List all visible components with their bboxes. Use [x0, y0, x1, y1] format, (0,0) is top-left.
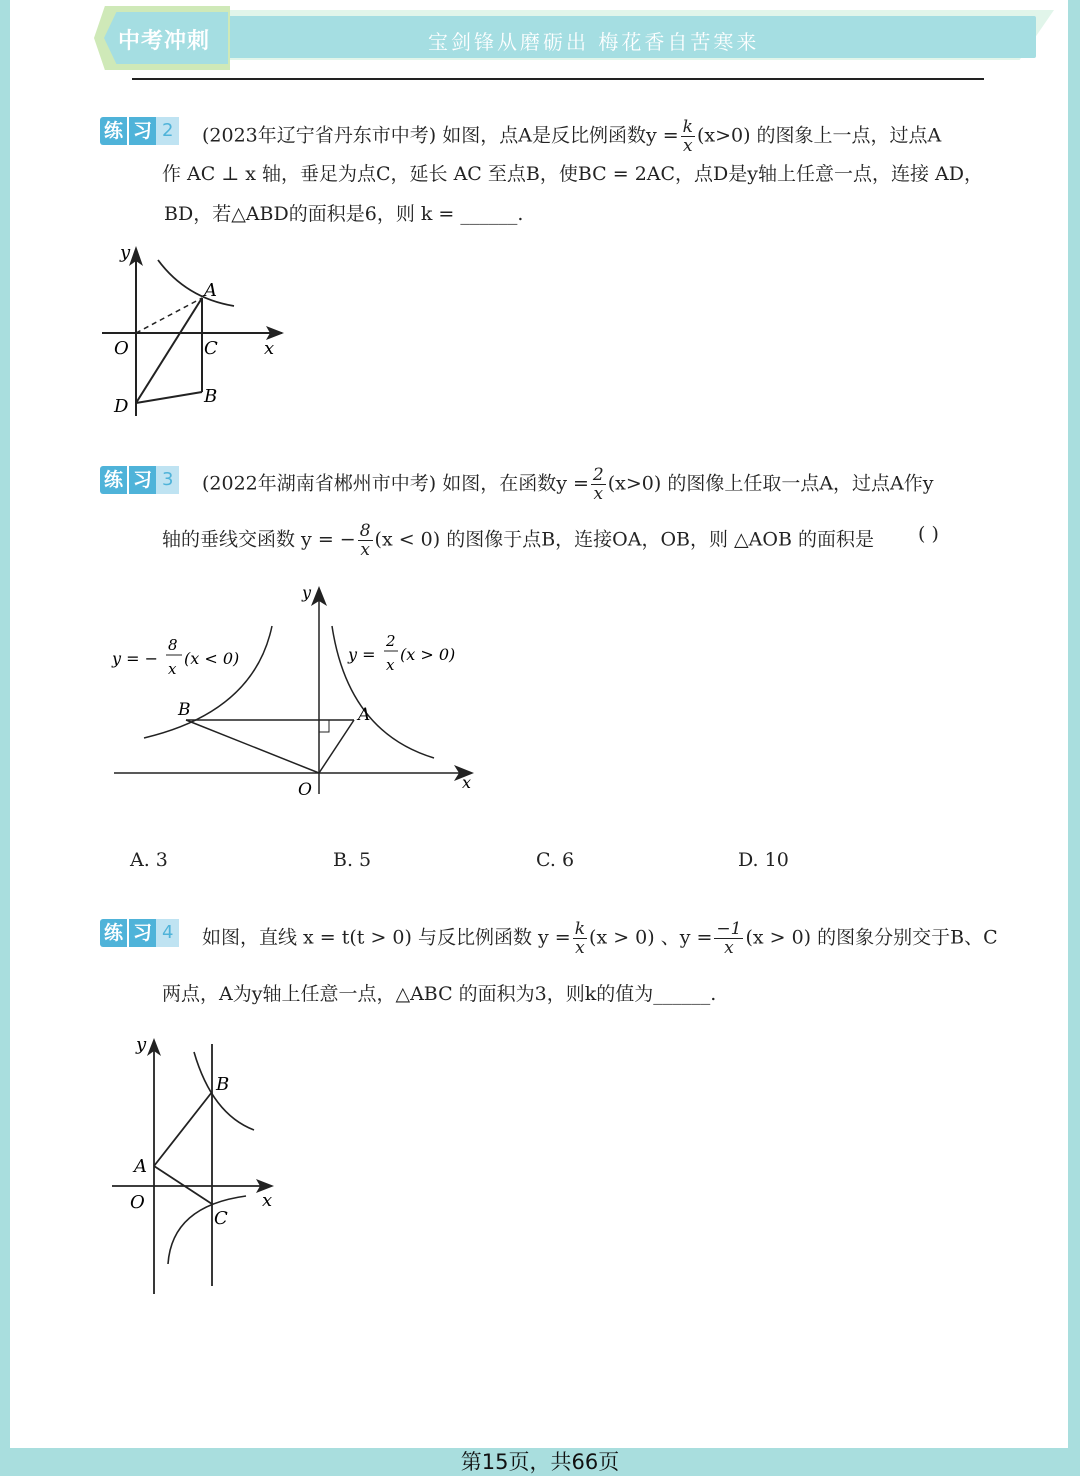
label-B: B [178, 700, 191, 720]
label-O: O [298, 780, 312, 800]
header-motto: 宝剑锋从磨砺出 梅花香自苦寒来 [428, 30, 760, 54]
segment-DB [136, 392, 202, 403]
exercise-2-line-3: BD，若△ABD的面积是6，则 k = ______. [164, 203, 524, 225]
section-title: 中考冲刺 [118, 29, 211, 54]
exercise-number: 4 [156, 919, 179, 947]
segment-AO [319, 720, 354, 773]
right-curve-label-pre: y = [348, 645, 376, 664]
label-y: y [136, 1034, 147, 1055]
exercise-tag-char-2: 习 [129, 466, 156, 494]
segment-AD [136, 298, 202, 403]
option-c[interactable]: C. 6 [536, 849, 575, 871]
label-x: x [262, 1190, 273, 1211]
exercise-2-figure [96, 236, 296, 426]
fraction-denominator: x [724, 938, 734, 958]
option-d[interactable]: D. 10 [738, 849, 789, 871]
right-curve-label-post: (x > 0) [400, 645, 456, 664]
exercise-number: 3 [156, 466, 179, 494]
fraction-denominator: x [360, 540, 370, 560]
page-number: 第15页，共66页 [460, 1450, 620, 1474]
exercise-3-line-1-post: (x>0) 的图像上任取一点A，过点A作y [607, 472, 934, 495]
label-A: A [204, 280, 217, 301]
segment-BO [186, 720, 319, 773]
exercise-3-line-2-post: (x < 0) 的图像于点B，连接OA，OB，则 △AOB 的面积是 [374, 528, 874, 551]
exercise-tag-char-2: 习 [129, 919, 156, 947]
header-banner [94, 6, 980, 70]
exercise-2-line-1 [202, 118, 941, 155]
exercise-4-line-1 [202, 920, 998, 957]
exercise-2-line-1-pre: (2023年辽宁省丹东市中考) 如图，点A是反比例函数y = [202, 124, 679, 147]
fraction [681, 118, 695, 155]
exercise-4-line-1-a: 如图，直线 x = t(t > 0) 与反比例函数 y = [202, 926, 571, 949]
exercise-number: 2 [156, 117, 179, 145]
exercise-3-line-2-pre: 轴的垂线交函数 y = − [162, 528, 356, 551]
fraction-numerator: −1 [716, 919, 742, 939]
exercise-4-figure [108, 1030, 288, 1300]
option-b[interactable]: B. 5 [333, 849, 372, 871]
label-B: B [204, 386, 218, 407]
segment-AB [154, 1092, 212, 1166]
fraction-denominator: x [575, 938, 585, 958]
exercise-4-line-1-b: (x > 0) 、y = [589, 926, 713, 949]
exercise-tag-char-1: 练 [100, 466, 127, 494]
fraction [573, 920, 587, 957]
exercise-2-line-1-post: (x>0) 的图象上一点，过点A [696, 124, 942, 147]
exercise-tag-4 [100, 918, 179, 948]
fraction [358, 522, 373, 559]
left-curve-denominator: x [168, 660, 177, 678]
exercise-2-line-2: 作 AC ⊥ x 轴，垂足为点C，延长 AC 至点B，使BC = 2AC，点D是y轴上任意一点，连接 AD， [162, 163, 984, 185]
label-y: y [120, 242, 131, 263]
lower-hyperbola [168, 1196, 246, 1264]
exercise-3-line-2 [162, 522, 874, 559]
fraction-numerator: 8 [359, 521, 371, 541]
label-A: A [358, 705, 371, 725]
exercise-4-line-2: 两点，A为y轴上任意一点，△ABC 的面积为3，则k的值为______. [162, 983, 717, 1005]
segment-AC [154, 1166, 212, 1204]
label-O: O [114, 338, 129, 359]
fraction-numerator: 2 [592, 465, 604, 485]
fraction-denominator: x [683, 136, 693, 156]
label-C: C [214, 1208, 228, 1229]
label-B: B [216, 1074, 230, 1095]
exercise-tag-char-1: 练 [100, 117, 127, 145]
exercise-3-line-1 [202, 466, 934, 503]
fraction-numerator: k [574, 919, 586, 939]
label-D: D [114, 396, 129, 417]
exercise-tag-char-2: 习 [129, 117, 156, 145]
label-x: x [264, 338, 275, 359]
fraction-numerator: k [682, 117, 693, 137]
label-A: A [134, 1156, 147, 1177]
fraction-denominator: x [593, 484, 604, 504]
label-C: C [204, 338, 218, 359]
exercise-tag-2 [100, 116, 179, 146]
exercise-3-figure [104, 582, 484, 802]
left-curve-label-post: (x < 0) [184, 649, 240, 668]
left-curve-label-pre: y = − [112, 649, 159, 668]
right-curve-denominator: x [386, 656, 395, 674]
left-hyperbola [144, 626, 272, 738]
exercise-4-line-1-c: (x > 0) 的图象分别交于B、C [745, 926, 998, 949]
exercise-tag-char-1: 练 [100, 919, 127, 947]
left-curve-numerator: 8 [168, 636, 178, 654]
right-angle-mark [319, 720, 329, 732]
hyperbola-curve [158, 260, 234, 306]
answer-bracket: ( ) [918, 523, 939, 545]
option-a[interactable]: A. 3 [130, 849, 168, 871]
fraction [591, 466, 606, 503]
fraction [714, 920, 743, 957]
label-O: O [130, 1192, 145, 1213]
right-curve-numerator: 2 [386, 632, 396, 650]
exercise-3-line-1-pre: (2022年湖南省郴州市中考) 如图，在函数y = [202, 472, 589, 495]
exercise-tag-3 [100, 465, 179, 495]
label-y: y [302, 583, 312, 602]
header-divider [132, 78, 984, 80]
label-x: x [462, 773, 472, 792]
